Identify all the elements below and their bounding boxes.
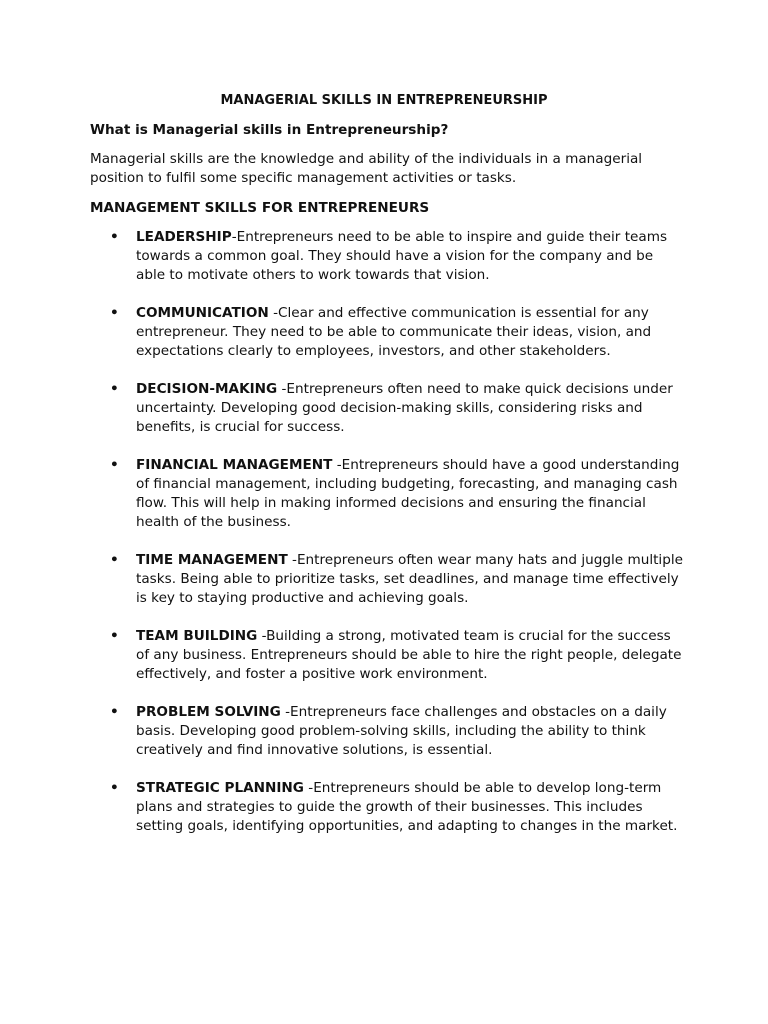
skill-name: DECISION-MAKING — [136, 381, 278, 397]
skills-list — [90, 228, 690, 836]
document-body — [90, 121, 690, 855]
bullet-icon: • — [110, 780, 119, 796]
skill-description: -Entrepreneurs should be able to develop long-term plans and strategies to guide the growth of their businesses. This includes setting goals, identifying opportunities, and adapting to changes in the market. — [136, 780, 678, 834]
bullet-icon: • — [110, 457, 119, 473]
question-heading: What is Managerial skills in Entrepreneurship? — [90, 122, 449, 138]
skill-name: PROBLEM SOLVING — [136, 704, 281, 720]
bullet-icon: • — [110, 552, 119, 568]
bullet-icon: • — [110, 305, 119, 321]
section-heading: MANAGEMENT SKILLS FOR ENTREPRENEURS — [90, 200, 430, 216]
bullet-icon: • — [110, 628, 119, 644]
skill-name: LEADERSHIP — [136, 229, 232, 245]
skill-description: -Clear and effective communication is essential for any entrepreneur. They need to be able to communicate their ideas, vision, and expectations clearly to employees, investors, and other stakeholders. — [136, 305, 652, 359]
bullet-icon: • — [110, 381, 119, 397]
skill-description: -Entrepreneurs should have a good understanding of financial management, including budgeting, forecasting, and managing cash flow. This will help in making informed decisions and ensuring the financial health of the business. — [136, 457, 680, 530]
skill-name: COMMUNICATION — [136, 305, 269, 321]
skill-name: TIME MANAGEMENT — [136, 552, 288, 568]
skill-name: STRATEGIC PLANNING — [136, 780, 304, 796]
skill-description: -Entrepreneurs need to be able to inspire and guide their teams towards a common goal. They should have a vision for the company and be able to motivate others to work towards that vision. — [136, 229, 668, 283]
skill-description: -Entrepreneurs face challenges and obstacles on a daily basis. Developing good problem-solving skills, including the ability to think creatively and find innovative solutions, is essential. — [136, 704, 667, 758]
skill-description: -Building a strong, motivated team is crucial for the success of any business. Entrepreneurs should be able to hire the right people, delegate effectively, and foster a positive work environment. — [136, 628, 682, 682]
skill-item-leadership — [90, 228, 686, 285]
skill-name: FINANCIAL MANAGEMENT — [136, 457, 333, 473]
skill-description: -Entrepreneurs often need to make quick decisions under uncertainty. Developing good decision-making skills, considering risks and benefits, is crucial for success. — [136, 381, 673, 435]
skill-item-communication — [90, 304, 686, 361]
skill-item-time-management — [90, 551, 686, 608]
skill-item-financial-management — [90, 456, 686, 532]
bullet-icon: • — [110, 704, 119, 720]
bullet-icon: • — [110, 229, 119, 245]
skill-item-problem-solving — [90, 703, 686, 760]
skill-item-strategic-planning — [90, 779, 686, 836]
skill-name: TEAM BUILDING — [136, 628, 258, 644]
skill-description: -Entrepreneurs often wear many hats and juggle multiple tasks. Being able to prioritize tasks, set deadlines, and manage time effectively is key to staying productive and achieving goals. — [136, 552, 683, 606]
skill-item-decision-making — [90, 380, 686, 437]
intro-paragraph: Managerial skills are the knowledge and ability of the individuals in a managerial position to fulfil some specific management activities or tasks. — [90, 151, 643, 186]
document-title: MANAGERIAL SKILLS IN ENTREPRENEURSHIP — [220, 93, 548, 108]
skill-item-team-building — [90, 627, 686, 684]
